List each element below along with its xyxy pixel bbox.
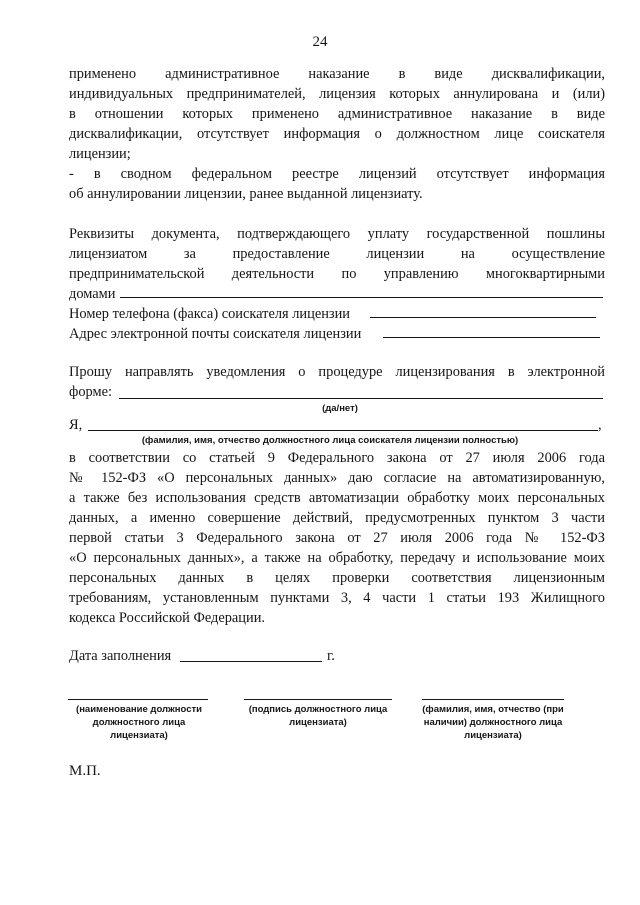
- fill-date-label: Дата заполнения: [69, 648, 172, 664]
- text-line: Прошу направлять уведомления о процедуре лицензирования в электронной: [69, 364, 605, 380]
- text-line: в отношении которых применено административное наказание в виде: [69, 106, 605, 122]
- consent-paragraph: [69, 448, 605, 628]
- text-line: об аннулировании лицензии, ранее выданной лицензиату.: [69, 186, 423, 202]
- yes-no-field[interactable]: [119, 398, 603, 399]
- signature-caption: (подпись должностного лица лицензиата): [248, 704, 388, 728]
- text-line: лицензиатом за предоставление лицензии на осуществление: [69, 246, 605, 262]
- notify-form-label: форме:: [69, 384, 112, 400]
- text-line: в соответствии со статьей 9 Федерального закона от 27 июля 2006 года: [69, 450, 605, 466]
- name-signature-line[interactable]: [422, 699, 564, 700]
- notify-paragraph: [69, 362, 605, 402]
- text-line: Реквизиты документа, подтверждающего уплату государственной пошлины: [69, 226, 605, 242]
- position-caption: (наименование должности должностного лица лицензиата): [76, 704, 202, 741]
- text-line: индивидуальных предпринимателей, лицензия которых аннулирована и (или): [69, 86, 605, 102]
- intro-paragraph: [69, 64, 605, 204]
- text-line: - в сводном федеральном реестре лицензий отсутствует информация: [69, 166, 605, 182]
- fio-caption: (фамилия, имя, отчество должностного лица соискателя лицензии полностью): [141, 435, 519, 446]
- name-caption: (фамилия, имя, отчество (при наличии) должностного лица лицензиата): [422, 704, 564, 741]
- requisites-last-label: домами: [69, 286, 116, 302]
- signature-line[interactable]: [244, 699, 392, 700]
- text-line: № 152-ФЗ «О персональных данных» даю согласие на автоматизированную,: [69, 470, 605, 486]
- requisites-paragraph: [69, 224, 605, 344]
- text-line: первой статьи 3 Федерального закона от 27 июля 2006 года № 152-ФЗ: [69, 530, 605, 546]
- page-number: 24: [312, 34, 328, 50]
- text-line: лицензии;: [69, 146, 131, 162]
- payment-document-field[interactable]: [120, 297, 603, 298]
- text-line: применено административное наказание в виде дисквалификации,: [69, 66, 605, 82]
- text-line: требованиям, установленным пунктами 3, 4 части 1 статьи 193 Жилищного: [69, 590, 605, 606]
- text-line: дисквалификации, отсутствует информация о должностном лице соискателя: [69, 126, 605, 142]
- phone-label: Номер телефона (факса) соискателя лицензии: [69, 306, 350, 322]
- ya-label: Я,: [69, 417, 83, 433]
- text-line: «О персональных данных», а также на обработку, передачу и использование моих: [69, 550, 605, 566]
- email-label: Адрес электронной почты соискателя лицензии: [69, 326, 362, 342]
- phone-field[interactable]: [370, 317, 596, 318]
- fill-date-suffix: г.: [327, 648, 335, 664]
- fio-field[interactable]: [88, 430, 598, 431]
- yes-no-caption: (да/нет): [322, 403, 358, 414]
- fill-date-field[interactable]: [180, 661, 322, 662]
- comma: ,: [598, 417, 602, 433]
- position-signature-line[interactable]: [68, 699, 208, 700]
- text-line: а также без использования средств автоматизации обработку моих персональных: [69, 490, 605, 506]
- text-line: предпринимательской деятельности по управлению многоквартирными: [69, 266, 605, 282]
- text-line: кодекса Российской Федерации.: [69, 610, 266, 626]
- text-line: персональных данных в целях проверки соответствия лицензионным: [69, 570, 605, 586]
- stamp-placeholder: М.П.: [69, 763, 101, 779]
- text-line: данных, а именно совершение действий, предусмотренных пунктом 3 части: [69, 510, 605, 526]
- email-field[interactable]: [383, 337, 600, 338]
